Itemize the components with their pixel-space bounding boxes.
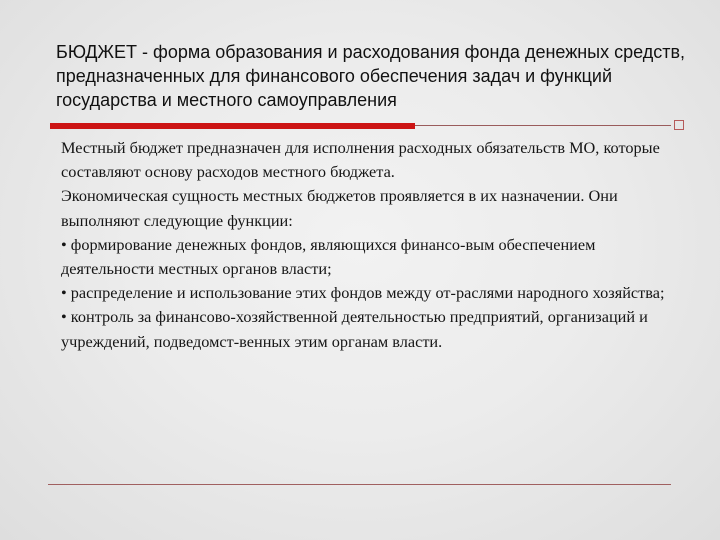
bullet-item: • контроль за финансово-хозяйственной деятельностью предприятий, организаций и учреждений, подведомст-венных этим органам власти. <box>61 307 648 351</box>
corner-square-decoration <box>674 120 684 130</box>
body-paragraph: Местный бюджет предназначен для исполнения расходных обязательств МО, которые составляют основу расходов местного бюджета. <box>61 138 660 182</box>
slide-title: БЮДЖЕТ - форма образования и расходования фонда денежных средств, предназначенных для финансового обеспечения задач и функций государства и местного самоуправления <box>56 42 686 110</box>
body-paragraph: Экономическая сущность местных бюджетов проявляется в их назначении. Они выполняют следующие функции: <box>61 186 618 230</box>
accent-bar <box>50 123 415 129</box>
bullet-item: • формирование денежных фондов, являющихся финансо-вым обеспечением деятельности местных органов власти; <box>61 234 596 279</box>
bottom-divider <box>48 484 671 485</box>
slide-body <box>61 136 671 354</box>
bullet-item: • распределение и использование этих фондов между от-раслями народного хозяйства; <box>61 283 665 303</box>
